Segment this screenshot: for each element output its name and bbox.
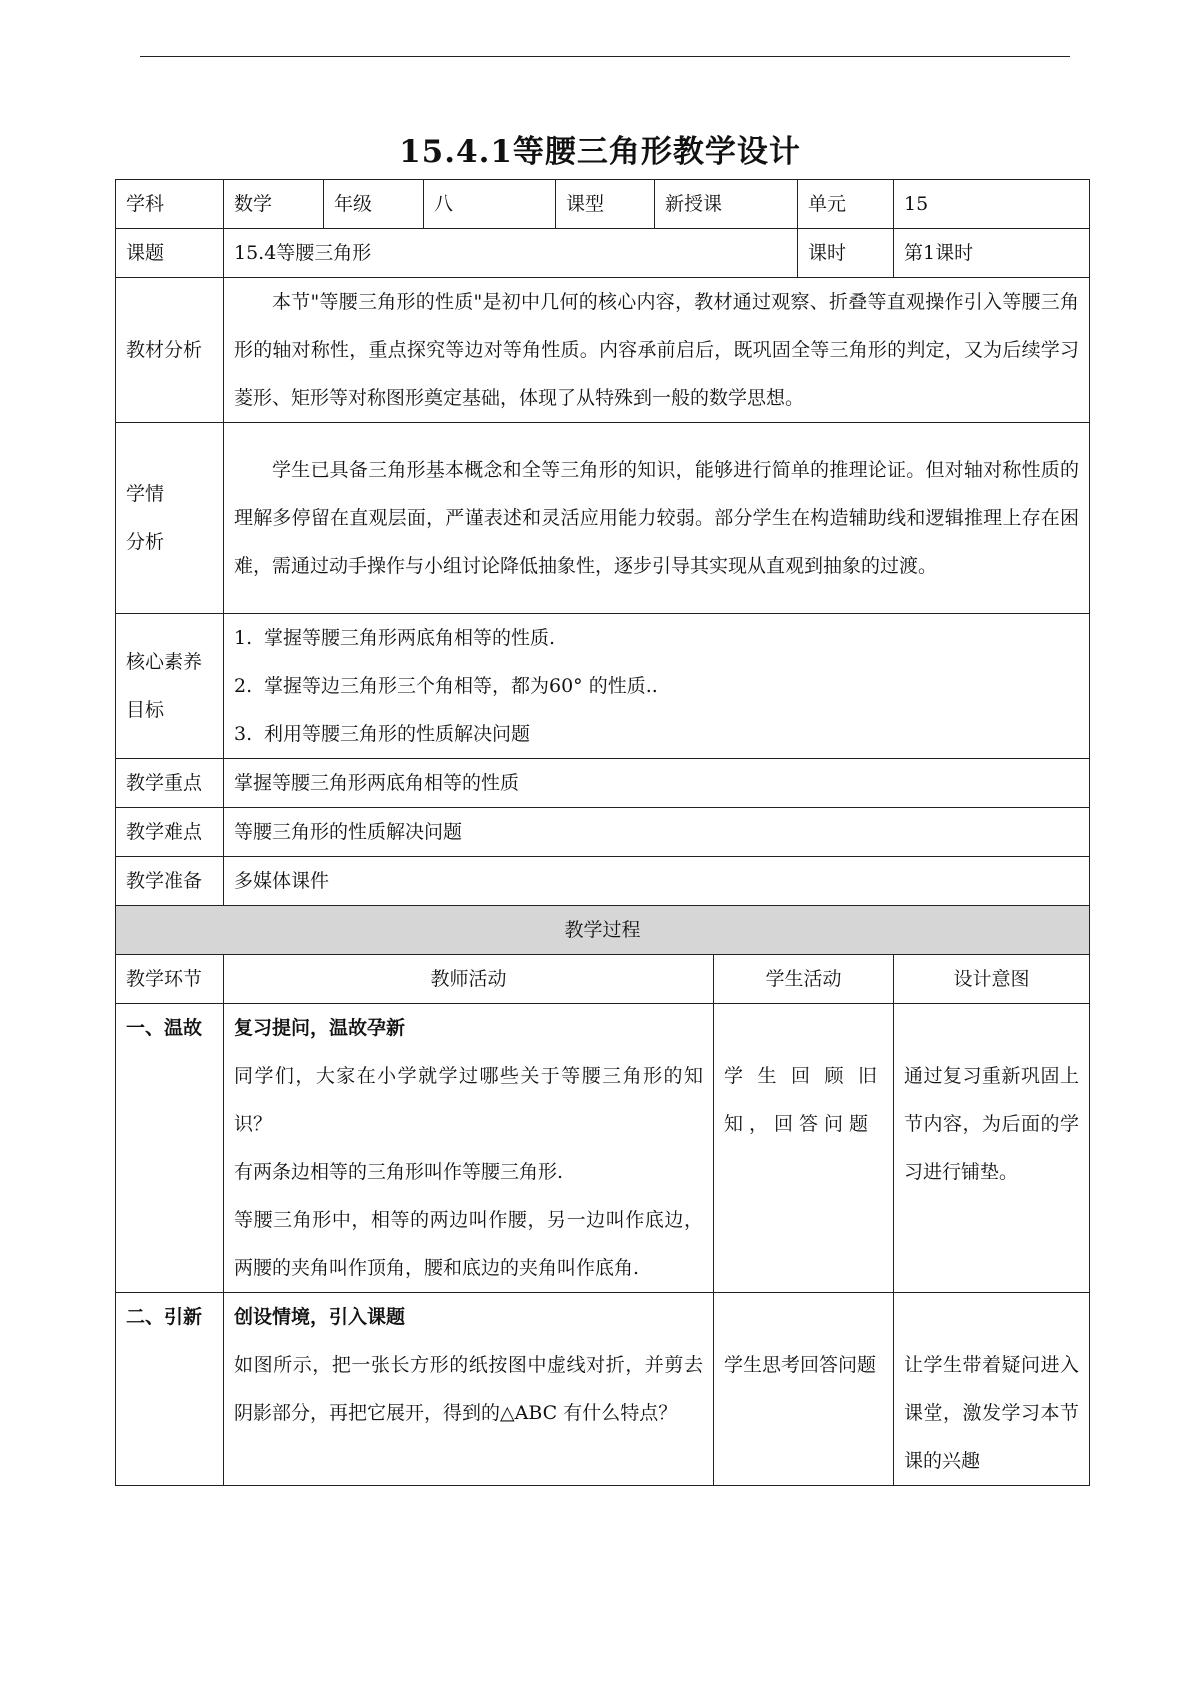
unit-value: 15 bbox=[894, 180, 1090, 229]
student-activity-text: 学生回顾旧知，回答问题 bbox=[724, 1065, 884, 1135]
goal-item bbox=[234, 662, 1079, 710]
students-label-line1: 学情 bbox=[126, 483, 165, 505]
col-intent-header: 设计意图 bbox=[894, 955, 1090, 1004]
subject-label: 学科 bbox=[116, 180, 224, 229]
period-label: 课时 bbox=[798, 229, 894, 278]
difficulty-row bbox=[116, 808, 1090, 857]
process-heading-row bbox=[116, 906, 1090, 955]
process-stage: 二、引新 bbox=[116, 1293, 224, 1486]
preparation-text: 多媒体课件 bbox=[224, 857, 1090, 906]
teacher-activity bbox=[224, 1004, 714, 1293]
process-stage: 一、温故 bbox=[116, 1004, 224, 1293]
preparation-label: 教学准备 bbox=[116, 857, 224, 906]
type-value: 新授课 bbox=[655, 180, 798, 229]
goal-text: 利用等腰三角形的性质解决问题 bbox=[264, 723, 531, 745]
goal-item bbox=[234, 710, 1079, 758]
teacher-activity-line: 等腰三角形中，相等的两边叫作腰，另一边叫作底边，两腰的夹角叫作顶角，腰和底边的夹角叫作底角. bbox=[234, 1209, 703, 1279]
process-column-headers bbox=[116, 955, 1090, 1004]
goal-text: 掌握等腰三角形两底角相等的性质. bbox=[264, 627, 556, 649]
goal-text: 掌握等边三角形三个角相等，都为60° 的性质.. bbox=[264, 675, 658, 697]
process-row bbox=[116, 1293, 1090, 1486]
unit-label: 单元 bbox=[798, 180, 894, 229]
student-activity bbox=[714, 1004, 894, 1293]
col-student-header: 学生活动 bbox=[714, 955, 894, 1004]
key-point-text: 掌握等腰三角形两底角相等的性质 bbox=[224, 759, 1090, 808]
difficulty-label: 教学难点 bbox=[116, 808, 224, 857]
teacher-activity-title: 复习提问，温故孕新 bbox=[234, 1017, 406, 1039]
grade-label: 年级 bbox=[324, 180, 424, 229]
student-activity bbox=[714, 1293, 894, 1486]
preparation-row bbox=[116, 857, 1090, 906]
teacher-activity-line: 如图所示，把一张长方形的纸按图中虚线对折，并剪去阴影部分，再把它展开，得到的△ABC 有什么特点？ bbox=[234, 1354, 703, 1424]
col-stage-header: 教学环节 bbox=[116, 955, 224, 1004]
students-label bbox=[116, 423, 224, 614]
teacher-activity-title: 创设情境，引入课题 bbox=[234, 1306, 406, 1328]
col-teacher-header: 教师活动 bbox=[224, 955, 714, 1004]
students-label-line2: 分析 bbox=[126, 531, 165, 553]
lesson-plan-table bbox=[115, 179, 1090, 1486]
topic-value: 15.4等腰三角形 bbox=[224, 229, 798, 278]
teacher-activity bbox=[224, 1293, 714, 1486]
goal-item bbox=[234, 614, 1079, 662]
info-row bbox=[116, 180, 1090, 229]
material-text: 本节"等腰三角形的性质"是初中几何的核心内容，教材通过观察、折叠等直观操作引入等腰三角形的轴对称性，重点探究等边对等角性质。内容承前启后，既巩固全等三角形的判定，又为后续学习菱形、矩形等对称图形奠定基础，体现了从特殊到一般的数学思想。 bbox=[224, 278, 1090, 423]
grade-value: 八 bbox=[424, 180, 556, 229]
student-activity-text: 学生思考回答问题 bbox=[724, 1354, 877, 1376]
goal-number: 2. bbox=[234, 675, 253, 697]
header-rule bbox=[140, 56, 1070, 57]
key-point-label: 教学重点 bbox=[116, 759, 224, 808]
process-heading: 教学过程 bbox=[116, 906, 1090, 955]
topic-row bbox=[116, 229, 1090, 278]
design-intent: 通过复习重新巩固上节内容，为后面的学习进行铺垫。 bbox=[894, 1004, 1090, 1293]
document-title: 15.4.1等腰三角形教学设计 bbox=[399, 134, 801, 170]
material-row bbox=[116, 278, 1090, 423]
goal-number: 3. bbox=[234, 723, 253, 745]
key-point-row bbox=[116, 759, 1090, 808]
type-label: 课型 bbox=[556, 180, 655, 229]
goals-label-line2: 目标 bbox=[126, 699, 165, 721]
period-value: 第1课时 bbox=[894, 229, 1090, 278]
goal-number: 1. bbox=[234, 627, 253, 649]
goals-label bbox=[116, 614, 224, 759]
teacher-activity-line: 有两条边相等的三角形叫作等腰三角形. bbox=[234, 1161, 564, 1183]
students-row bbox=[116, 423, 1090, 614]
design-intent: 让学生带着疑问进入课堂，激发学习本节课的兴趣 bbox=[894, 1293, 1090, 1486]
goals-list bbox=[224, 614, 1090, 759]
subject-value: 数学 bbox=[224, 180, 324, 229]
goals-row bbox=[116, 614, 1090, 759]
students-text: 学生已具备三角形基本概念和全等三角形的知识，能够进行简单的推理论证。但对轴对称性质的理解多停留在直观层面，严谨表述和灵活应用能力较弱。部分学生在构造辅助线和逻辑推理上存在困难，需通过动手操作与小组讨论降低抽象性，逐步引导其实现从直观到抽象的过渡。 bbox=[224, 423, 1090, 614]
teacher-activity-line: 同学们，大家在小学就学过哪些关于等腰三角形的知识？ bbox=[234, 1065, 703, 1135]
goals-label-line1: 核心素养 bbox=[126, 651, 203, 673]
process-row bbox=[116, 1004, 1090, 1293]
topic-label: 课题 bbox=[116, 229, 224, 278]
material-label: 教材分析 bbox=[116, 278, 224, 423]
difficulty-text: 等腰三角形的性质解决问题 bbox=[224, 808, 1090, 857]
